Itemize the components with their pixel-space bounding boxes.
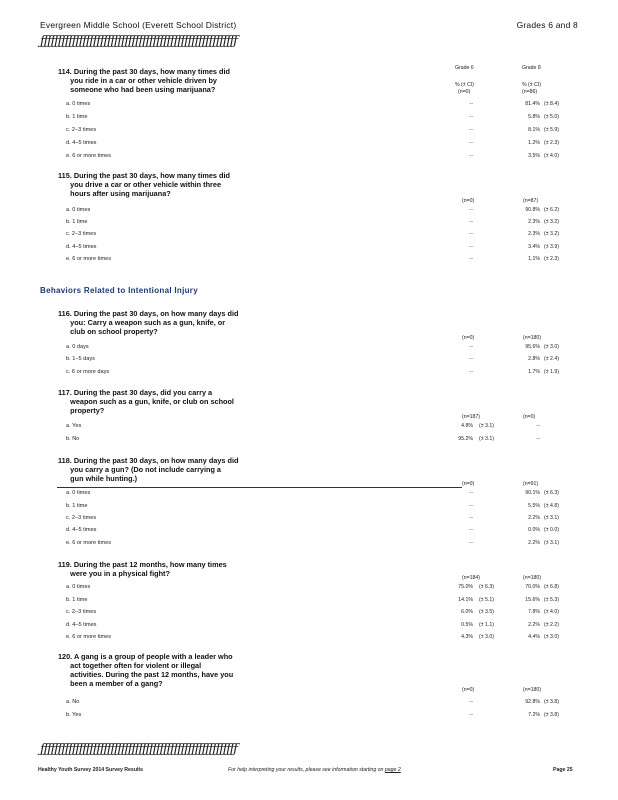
answer-option: c. 2–3 times xyxy=(66,231,97,237)
col-grade6-header: Grade 6 xyxy=(455,65,474,71)
grade8-value: 7.8% xyxy=(528,609,540,615)
top-divider: ƒƒƒƒƒƒƒƒƒƒƒƒƒƒƒƒƒƒƒƒƒƒƒƒƒƒƒƒƒƒƒƒƒƒƒƒƒƒƒƒƒƒƒƒƒƒƒƒƒƒƒƒƒƒƒƒ xyxy=(40,34,237,49)
grade6-value: 95.2% xyxy=(458,436,473,442)
grade8-ci: (± 4.0) xyxy=(544,153,559,159)
answer-option: b. 1 time xyxy=(66,503,88,509)
page-2-link[interactable]: page 2 xyxy=(384,767,401,773)
col-grade8-pct-ci: % (± CI) xyxy=(522,82,541,88)
grade8-value: 92.8% xyxy=(525,699,540,705)
answer-option: d. 4–5 times xyxy=(66,140,97,146)
answer-option: e. 6 or more times xyxy=(66,153,112,159)
grade6-value: 6.0% xyxy=(461,609,473,615)
answer-option: a. No xyxy=(66,699,80,705)
grade6-value: -- xyxy=(469,219,473,225)
grade8-n: (n=180) xyxy=(523,335,542,341)
grade6-value: -- xyxy=(469,699,473,705)
grade8-ci: (± 3.1) xyxy=(544,515,559,521)
grade6-value: -- xyxy=(469,515,473,521)
answer-option: b. 1–5 days xyxy=(66,356,95,362)
grade8-value: 0.0% xyxy=(528,527,540,533)
grade8-value: 15.6% xyxy=(525,597,540,603)
answer-option: a. 0 times xyxy=(66,584,91,590)
grade8-value: 2.8% xyxy=(528,356,540,362)
grade8-value: 90.8% xyxy=(525,207,540,213)
answer-option: a. 0 times xyxy=(66,101,91,107)
grade8-ci: (± 6.8) xyxy=(544,584,559,590)
answer-option: e. 6 or more times xyxy=(66,256,112,262)
question-text: 120. A gang is a group of people with a leader who act together often for violent or illegal activities. During the past 12 months, have you been a member of a gang? xyxy=(58,652,234,688)
grade8-value: 95.6% xyxy=(525,344,540,350)
header-school: Evergreen Middle School (Everett School District) xyxy=(40,20,237,30)
grade8-ci: (± 3.9) xyxy=(544,244,559,250)
grade8-ci: (± 3.8) xyxy=(544,699,559,705)
grade6-ci: (± 3.0) xyxy=(479,634,494,640)
grade6-value: -- xyxy=(469,540,473,546)
grade8-value: 2.2% xyxy=(528,622,540,628)
grade8-value: -- xyxy=(536,423,540,429)
grade8-n: (n=87) xyxy=(523,198,539,204)
question-text: 117. During the past 30 days, did you carry a weapon such as a gun, knife, or club on school property? xyxy=(58,388,234,415)
grade8-ci: (± 4.8) xyxy=(544,503,559,509)
answer-option: a. Yes xyxy=(66,423,82,429)
grade8-ci: (± 3.1) xyxy=(544,540,559,546)
grade6-value: -- xyxy=(469,503,473,509)
grade8-value: 3.5% xyxy=(528,153,540,159)
grade8-value: 2.2% xyxy=(528,540,540,546)
col-grade6-pct-ci: % (± CI) xyxy=(455,82,474,88)
answer-option: d. 4–5 times xyxy=(66,622,97,628)
grade6-value: 75.0% xyxy=(458,584,473,590)
grade6-value: -- xyxy=(469,114,473,120)
question-text: 114. During the past 30 days, how many times did you ride in a car or other vehicle driven by someone who had been using marijuana? xyxy=(58,67,230,94)
answer-option: c. 2–3 times xyxy=(66,127,97,133)
grade8-n: (n=0) xyxy=(523,414,536,420)
grade8-ci: (± 6.3) xyxy=(544,490,559,496)
grade8-ci: (± 5.0) xyxy=(544,114,559,120)
grade6-n: (n=184) xyxy=(462,575,481,581)
grade6-value: -- xyxy=(469,101,473,107)
grade8-value: 90.1% xyxy=(525,490,540,496)
grade6-value: 0.5% xyxy=(461,622,473,628)
grade6-n: (n=0) xyxy=(462,687,475,693)
grade8-ci: (± 5.3) xyxy=(544,597,559,603)
grade6-value: -- xyxy=(469,490,473,496)
grade6-ci: (± 1.1) xyxy=(479,622,494,628)
grade8-ci: (± 3.8) xyxy=(544,712,559,718)
question-text: 119. During the past 12 months, how many times were you in a physical fight? xyxy=(58,560,227,578)
grade8-ci: (± 8.4) xyxy=(544,101,559,107)
answer-option: d. 4–5 times xyxy=(66,244,97,250)
grade6-value: -- xyxy=(469,356,473,362)
answer-option: a. 0 times xyxy=(66,490,91,496)
grade8-value: 1.7% xyxy=(528,369,540,375)
grade8-value: 5.8% xyxy=(528,114,540,120)
table-rule xyxy=(57,487,462,488)
grade8-ci: (± 2.3) xyxy=(544,256,559,262)
grade8-value: 4.4% xyxy=(528,634,540,640)
footer-help-text: For help interpreting your results, please see information starting on xyxy=(228,767,384,773)
section-title: Behaviors Related to Intentional Injury xyxy=(40,286,198,295)
question-text: 118. During the past 30 days, on how many days did you carry a gun? (Do not include carrying a gun while hunting.) xyxy=(58,456,239,483)
col-grade8-header: Grade 8 xyxy=(522,65,541,71)
grade8-n: (n=86) xyxy=(522,89,538,95)
grade6-n: (n=0) xyxy=(462,198,475,204)
answer-option: c. 2–3 times xyxy=(66,609,97,615)
header-grades: Grades 6 and 8 xyxy=(516,20,578,30)
grade8-ci: (± 3.2) xyxy=(544,219,559,225)
bottom-divider: ƒƒƒƒƒƒƒƒƒƒƒƒƒƒƒƒƒƒƒƒƒƒƒƒƒƒƒƒƒƒƒƒƒƒƒƒƒƒƒƒƒƒƒƒƒƒƒƒƒƒƒƒƒƒƒƒ xyxy=(40,742,237,757)
grade8-value: 1.2% xyxy=(528,140,540,146)
answer-option: b. 1 time xyxy=(66,597,88,603)
grade6-ci: (± 3.1) xyxy=(479,436,494,442)
grade8-n: (n=180) xyxy=(523,575,542,581)
grade8-n: (n=91) xyxy=(523,481,539,487)
grade8-ci: (± 6.2) xyxy=(544,207,559,213)
grade6-n: (n=0) xyxy=(458,89,471,95)
grade6-value: -- xyxy=(469,140,473,146)
answer-option: a. 0 times xyxy=(66,207,91,213)
grade6-value: -- xyxy=(469,256,473,262)
grade6-value: -- xyxy=(469,344,473,350)
grade6-value: 4.8% xyxy=(461,423,473,429)
grade6-ci: (± 3.1) xyxy=(479,423,494,429)
grade6-value: 14.1% xyxy=(458,597,473,603)
grade6-ci: (± 5.1) xyxy=(479,597,494,603)
grade8-value: 1.1% xyxy=(528,256,540,262)
grade8-ci: (± 4.0) xyxy=(544,609,559,615)
grade6-value: -- xyxy=(469,527,473,533)
grade8-value: 3.4% xyxy=(528,244,540,250)
grade6-value: -- xyxy=(469,369,473,375)
grade8-ci: (± 1.9) xyxy=(544,369,559,375)
grade6-n: (n=0) xyxy=(462,481,475,487)
grade8-ci: (± 2.3) xyxy=(544,140,559,146)
grade8-ci: (± 2.4) xyxy=(544,356,559,362)
answer-option: c. 2–3 times xyxy=(66,515,97,521)
grade8-ci: (± 2.2) xyxy=(544,622,559,628)
grade8-value: 70.0% xyxy=(525,584,540,590)
question-text: 116. During the past 30 days, on how many days did you: Carry a weapon such as a gun, knife, or club on school property? xyxy=(58,309,239,336)
grade8-ci: (± 3.0) xyxy=(544,344,559,350)
grade8-ci: (± 3.0) xyxy=(544,634,559,640)
grade6-value: -- xyxy=(469,207,473,213)
grade8-value: 2.3% xyxy=(528,219,540,225)
footer-left: Healthy Youth Survey 2014 Survey Results xyxy=(38,767,144,773)
grade6-ci: (± 6.3) xyxy=(479,584,494,590)
footer-page-number: Page 25 xyxy=(553,767,573,773)
answer-option: a. 0 days xyxy=(66,344,89,350)
grade6-value: 4.3% xyxy=(461,634,473,640)
answer-option: b. 1 time xyxy=(66,219,88,225)
grade8-value: 2.2% xyxy=(528,515,540,521)
grade8-value: -- xyxy=(536,436,540,442)
grade6-n: (n=187) xyxy=(462,414,481,420)
answer-option: b. Yes xyxy=(66,712,82,718)
grade8-n: (n=180) xyxy=(523,687,542,693)
grade6-value: -- xyxy=(469,153,473,159)
footer-center xyxy=(228,767,401,773)
grade6-value: -- xyxy=(469,712,473,718)
grade8-value: 8.1% xyxy=(528,127,540,133)
grade8-value: 81.4% xyxy=(525,101,540,107)
grade6-ci: (± 3.5) xyxy=(479,609,494,615)
answer-option: b. 1 time xyxy=(66,114,88,120)
grade6-n: (n=0) xyxy=(462,335,475,341)
grade6-value: -- xyxy=(469,231,473,237)
grade8-ci: (± 5.9) xyxy=(544,127,559,133)
grade8-value: 5.5% xyxy=(528,503,540,509)
question-text: 115. During the past 30 days, how many times did you drive a car or other vehicle within three hours after using marijuana? xyxy=(58,171,230,198)
grade8-value: 7.2% xyxy=(528,712,540,718)
answer-option: e. 6 or more times xyxy=(66,540,112,546)
grade8-ci: (± 0.0) xyxy=(544,527,559,533)
answer-option: d. 4–5 times xyxy=(66,527,97,533)
grade8-value: 2.3% xyxy=(528,231,540,237)
grade6-value: -- xyxy=(469,127,473,133)
answer-option: c. 6 or more days xyxy=(66,369,110,375)
answer-option: b. No xyxy=(66,436,80,442)
grade8-ci: (± 3.2) xyxy=(544,231,559,237)
answer-option: e. 6 or more times xyxy=(66,634,112,640)
grade6-value: -- xyxy=(469,244,473,250)
